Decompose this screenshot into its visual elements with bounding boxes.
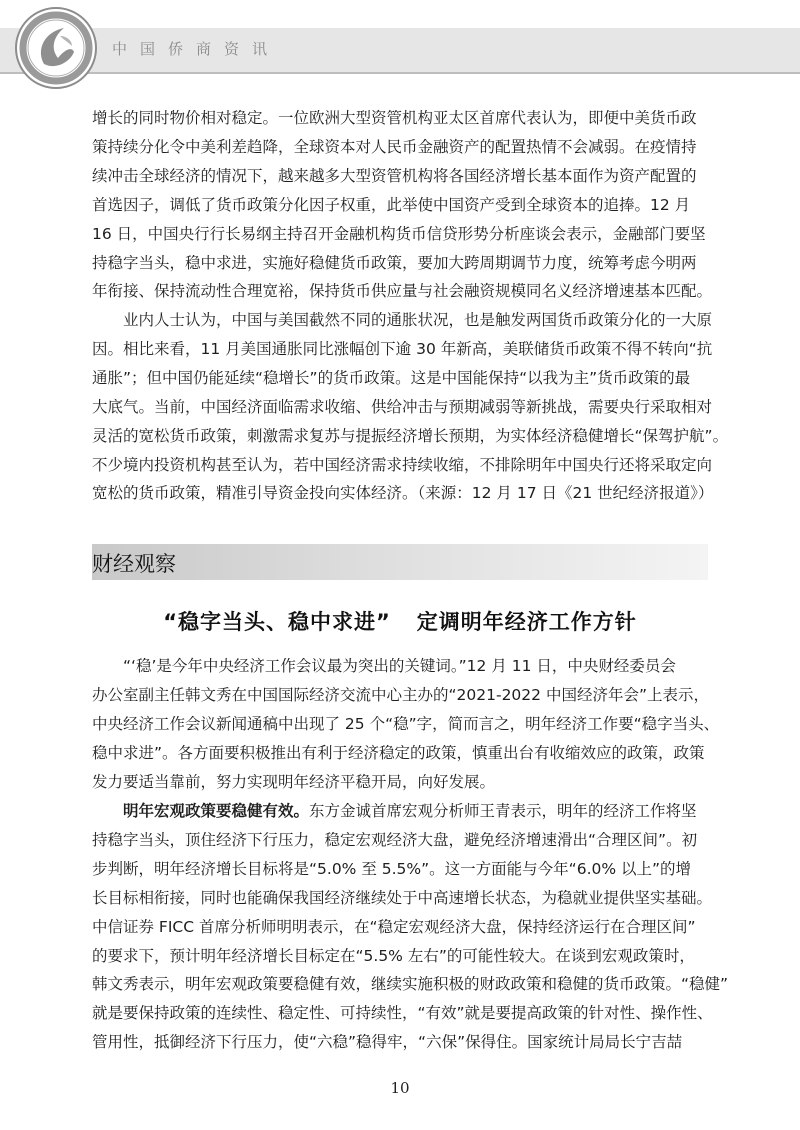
article2-paragraph-2 [92, 797, 729, 1057]
page-number: 10 [390, 1079, 410, 1097]
text-line: 续冲击全球经济的情况下，越来越多大型资管机构将各国经济增长基本面作为资产配置的 [92, 166, 697, 185]
text-line: 韩文秀表示，明年宏观政策要稳健有效，继续实施积极的财政政策和稳健的货币政策。“稳健” [92, 975, 729, 994]
text-line: 稳中求进”。各方面要积极推出有利于经济稳定的政策，慎重出台有收缩效应的政策，政策 [92, 743, 705, 762]
text-line: 中信证券 FICC 首席分析师明明表示，在“稳定宏观经济大盘，保持经济运行在合理区间” [92, 917, 696, 936]
text-line: 的要求下，预计明年经济增长目标定在“5.5% 左右”的可能性较大。在谈到宏观政策时， [92, 946, 695, 965]
text-line: 首选因子，调低了货币政策分化因子权重，此举使中国资产受到全球资本的追捧。12 月 [92, 195, 691, 214]
text-run: 东方金诚首席宏观分析师王青表示，明年的经济工作将坚 [309, 802, 697, 820]
text-line: 就是要保持政策的连续性、稳定性、可持续性，“有效”就是要提高政策的针对性、操作性、 [92, 1004, 713, 1023]
header-title: 中国侨商资讯 [112, 40, 281, 58]
article2-paragraph-1 [92, 652, 720, 797]
text-line: 增长的同时物价相对稳定。一位欧洲大型资管机构亚太区首席代表认为，即便中美货币政 [92, 109, 697, 127]
text-line [92, 797, 716, 826]
headline-part-1: “稳字当头、稳中求进” [163, 610, 391, 634]
article2-headline [0, 606, 800, 636]
text-line: “‘稳’是今年中央经济工作会议最为突出的关键词。”12 月 11 日，中央财经委员会 [123, 657, 676, 675]
section-title: 财经观察 [92, 552, 176, 576]
text-line: 中央经济工作会议新闻通稿中出现了 25 个“稳”字，简而言之，明年经济工作要“稳字当头、 [92, 714, 720, 733]
logo [14, 6, 98, 90]
text-line: 不少境内投资机构甚至认为，若中国经济需求持续收缩，不排除明年中国央行还将采取定向 [92, 455, 713, 474]
text-line: 策持续分化令中美利差趋降，全球资本对人民币金融资产的配置热情不会减弱。在疫情持 [92, 137, 697, 156]
article1-paragraph-2 [92, 306, 729, 508]
text-line: 持稳字当头，稳中求进，实施好稳健货币政策，要加大跨周期调节力度，统筹考虑今明两 [92, 253, 697, 272]
text-line: 业内人士认为，中国与美国截然不同的通胀状况，也是触发两国货币政策分化的一大原 [123, 311, 713, 329]
text-line: 通胀”；但中国仍能延续“稳增长”的货币政策。这是中国能保持“以我为主”货币政策的最 [92, 368, 691, 387]
text-line: 灵活的宽松货币政策，刺激需求复苏与提振经济增长预期，为实体经济稳健增长“保驾护航”。 [92, 426, 729, 445]
text-line: 办公室副主任韩文秀在中国国际经济交流中心主办的“2021-2022 中国经济年会”上表示， [92, 685, 709, 704]
text-line: 步判断，明年经济增长目标将是“5.0% 至 5.5%”。这一方面能与今年“6.0% 以上”的增 [92, 859, 692, 878]
header-divider [0, 72, 800, 74]
headline-part-2: 定调明年经济工作方针 [416, 610, 637, 634]
text-line: 管用性，抵御经济下行压力，使“六稳”稳得牢，“六保”保得住。国家统计局局长宁吉喆 [92, 1033, 683, 1052]
text-line: 发力要适当靠前，努力实现明年经济平稳开局，向好发展。 [92, 772, 496, 791]
text-line: 16 日，中国央行行长易纲主持召开金融机构货币信贷形势分析座谈会表示，金融部门要坚 [92, 224, 706, 243]
text-line: 长目标相衔接，同时也能确保我国经济继续处于中高速增长状态，为稳就业提供坚实基础。 [92, 888, 713, 907]
text-line: 宽松的货币政策，精准引导资金投向实体经济。（来源：12 月 17 日《21 世纪经济报道》） [92, 484, 714, 503]
text-line: 因。相比来看，11 月美国通胀同比涨幅创下逾 30 年新高，美联储货币政策不得不转向“抗 [92, 339, 713, 358]
article1-paragraph-1 [92, 104, 716, 306]
text-line: 大底气。当前，中国经济面临需求收缩、供给冲击与预期减弱等新挑战，需要央行采取相对 [92, 397, 713, 416]
paragraph-lead: 明年宏观政策要稳健有效。 [123, 802, 310, 820]
section-band [92, 544, 708, 580]
text-line: 年衔接、保持流动性合理宽裕，保持货币供应量与社会融资规模同名义经济增速基本匹配。 [92, 282, 713, 301]
text-line: 持稳字当头，顶住经济下行压力，稳定宏观经济大盘，避免经济增速滑出“合理区间”。初 [92, 830, 698, 849]
